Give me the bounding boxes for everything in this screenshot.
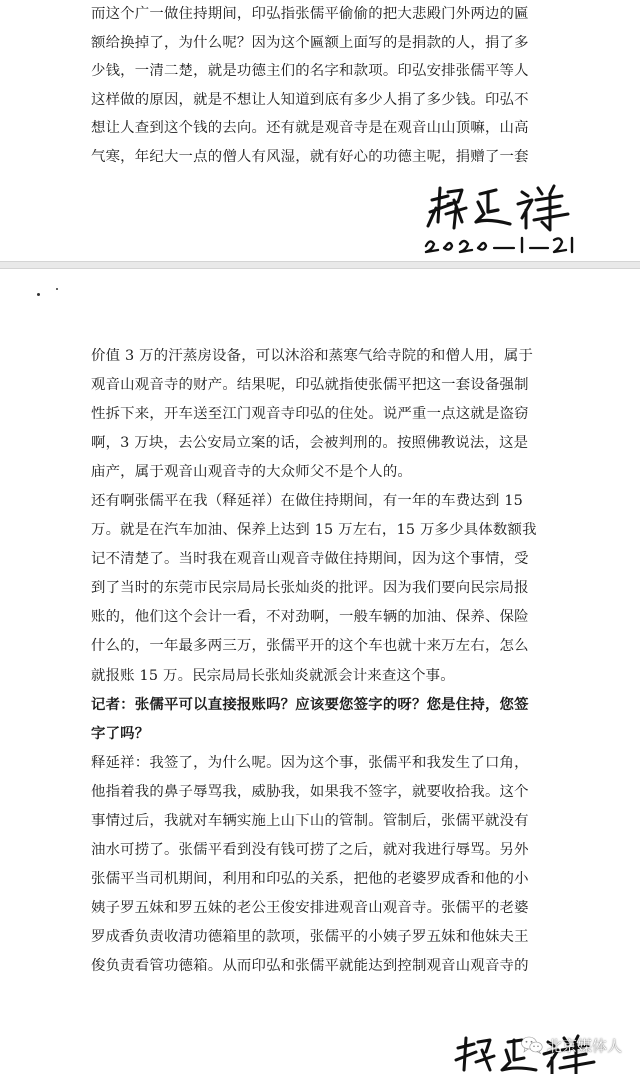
text-line: 这样做的原因，就是不想让人知道到底有多少人捐了多少钱。印弘不 [91,91,529,108]
page2-text-block [91,342,561,981]
reporter-question-line: 字了吗？ [91,725,150,742]
text-line: 想让人查到这个钱的去向。还有就是观音寺是在观音山山顶嘛，山高 [91,120,529,137]
document-page-1 [0,0,640,262]
text-line: 事情过后，我就对车辆实施上山下山的管制。管制后，张儒平就没有 [91,812,529,829]
text-line: 什么的，一年最多两三万，张儒平开的这个车也就十来万左右，怎么 [91,638,529,655]
reporter-question-line: 记者：张儒平可以直接报账吗？应该要您签字的呀？您是住持，您签 [91,696,529,713]
text-line: 气寒，年纪大一点的僧人有风湿，就有好心的功德主呢，捐赠了一套 [91,148,529,165]
page1-text-block [91,0,561,172]
text-line: 张儒平当司机期间，利用和印弘的关系，把他的老婆罗成香和他的小 [91,870,529,887]
text-line: 价值 3 万的汗蒸房设备，可以沐浴和蒸寒气给寺院的和僧人用，属于 [91,348,534,364]
text-line: 性拆下来，开车送至江门观音寺印弘的住处。说严重一点这就是盗窃 [91,406,529,423]
scan-speck [56,288,58,290]
document-page-2 [0,268,640,1074]
text-line: 就报账 15 万。民宗局局长张灿炎就派会计来查这个事。 [91,667,455,684]
watermark-text: 北京媒体人 [546,1036,622,1055]
text-line: 油水可捞了。张儒平看到没有钱可捞了之后，就对我进行辱骂。另外 [91,841,529,858]
watermark [521,1034,622,1056]
text-line: 释延祥：我签了，为什么呢。因为这个事，张儒平和我发生了口角， [91,754,529,771]
text-line: 俊负责看管功德箱。从而印弘和张儒平就能达到控制观音山观音寺的 [91,957,529,974]
text-line: 记不清楚了。当时我在观音山观音寺做住持期间，因为这个事情，受 [91,551,529,568]
text-line: 少钱，一清二楚，就是功德主们的名字和款项。印弘安排张儒平等人 [91,63,529,80]
text-line: 姨子罗五妹和罗五妹的老公王俊安排进观音山观音寺。张儒平的老婆 [91,899,529,916]
text-line: 他指着我的鼻子辱骂我，威胁我，如果我不签字，就要收拾我。这个 [91,783,529,800]
text-line: 观音山观音寺的财产。结果呢，印弘就指使张儒平把这一套设备强制 [91,377,529,394]
text-line: 而这个广一做住持期间，印弘指张儒平偷偷的把大悲殿门外两边的匾 [91,6,529,22]
text-line: 啊，3 万块，去公安局立案的话，会被判刑的。按照佛教说法，这是 [91,435,529,452]
text-line: 额给换掉了，为什么呢？因为这个匾额上面写的是捐款的人，捐了多 [91,34,529,51]
wechat-icon [521,1036,543,1054]
text-line: 庙产，属于观音山观音寺的大众师父不是个人的。 [91,464,412,481]
text-line: 万。就是在汽车加油、保养上达到 15 万左右，15 万多少具体数额我 [91,522,537,539]
text-line: 还有啊张儒平在我（释延祥）在做住持期间，有一年的车费达到 15 [91,493,524,510]
text-line: 罗成香负责收清功德箱里的款项，张儒平的小姨子罗五妹和他妹夫王 [91,928,529,945]
scan-speck [37,293,40,296]
text-line: 到了当时的东莞市民宗局局长张灿炎的批评。因为我们要向民宗局报 [91,580,529,597]
handwritten-signature-date [418,178,588,258]
text-line: 账的，他们这个会计一看，不对劲啊，一般车辆的加油、保养、保险 [91,609,529,626]
